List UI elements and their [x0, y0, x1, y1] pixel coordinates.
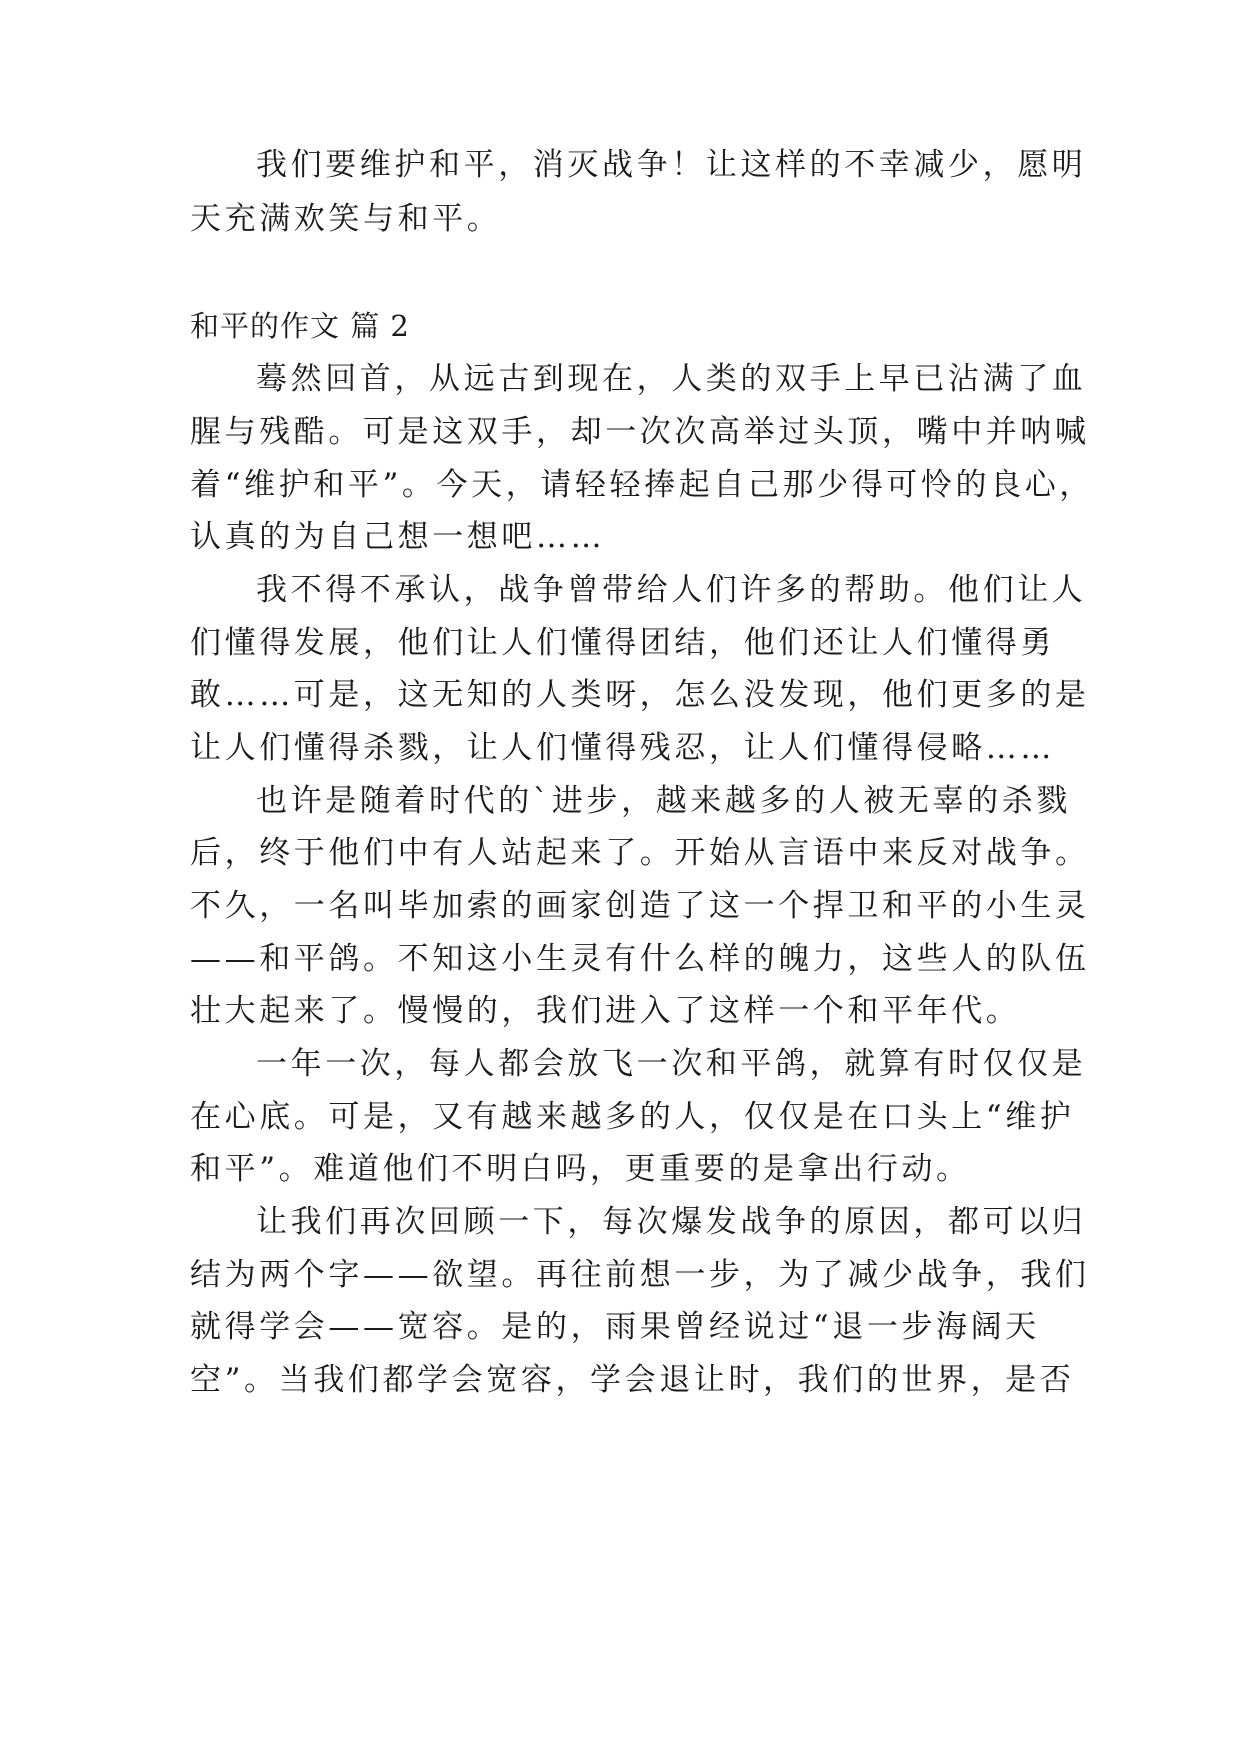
paragraph-line: 在心底。可是，又有越来越多的人，仅仅是在口头上“维护 [190, 1099, 1075, 1135]
paragraph-line: 一年一次，每人都会放飞一次和平鸽，就算有时仅仅是 [256, 1046, 1087, 1082]
paragraph-line: 就得学会——宽容。是的，雨果曾经说过“退一步海阔天 [190, 1309, 1040, 1345]
paragraph-line: 空”。当我们都学会宽容，学会退让时，我们的世界，是否 [190, 1362, 1075, 1398]
paragraph-line: ——和平鸽。不知这小生灵有什么样的魄力，这些人的队伍 [190, 941, 1090, 977]
paragraph-line: 我不得不承认，战争曾带给人们许多的帮助。他们让人 [256, 572, 1087, 608]
paragraph-line: 和平”。难道他们不明白吗，更重要的是拿出行动。 [190, 1151, 971, 1187]
paragraph-line: 认真的为自己想一想吧…… [190, 519, 606, 555]
paragraph-line: 们懂得发展，他们让人们懂得团结，他们还让人们懂得勇 [190, 625, 1055, 661]
paragraph-line: 让人们懂得杀戮，让人们懂得残忍，让人们懂得侵略…… [190, 730, 1055, 766]
paragraph-line: 着“维护和平”。今天，请轻轻捧起自己那少得可怜的良心， [190, 467, 1094, 503]
paragraph-line: 让我们再次回顾一下，每次爆发战争的原因，都可以归 [256, 1204, 1087, 1240]
paragraph-line: 结为两个字——欲望。再往前想一步，为了减少战争，我们 [190, 1257, 1090, 1293]
paragraph-line: 也许是随着时代的`进步，越来越多的人被无辜的杀戮 [256, 783, 1071, 819]
paragraph-line: 蓦然回首，从远古到现在，人类的双手上早已沾满了血 [256, 361, 1087, 397]
paragraph-line: 天充满欢笑与和平。 [190, 201, 502, 237]
section-heading: 和平的作文 篇 2 [190, 309, 410, 343]
paragraph-line: 腥与残酷。可是这双手，却一次次高举过头顶，嘴中并呐喊 [190, 414, 1090, 450]
paragraph-line: 壮大起来了。慢慢的，我们进入了这样一个和平年代。 [190, 993, 1021, 1029]
paragraph-line: 不久，一名叫毕加索的画家创造了这一个捍卫和平的小生灵 [190, 888, 1090, 924]
paragraph-line: 后，终于他们中有人站起来了。开始从言语中来反对战争。 [190, 835, 1090, 871]
paragraph-line: 敢……可是，这无知的人类呀，怎么没发现，他们更多的是 [190, 677, 1090, 713]
paragraph-line: 我们要维护和平，消灭战争！让这样的不幸减少，愿明 [256, 147, 1087, 183]
